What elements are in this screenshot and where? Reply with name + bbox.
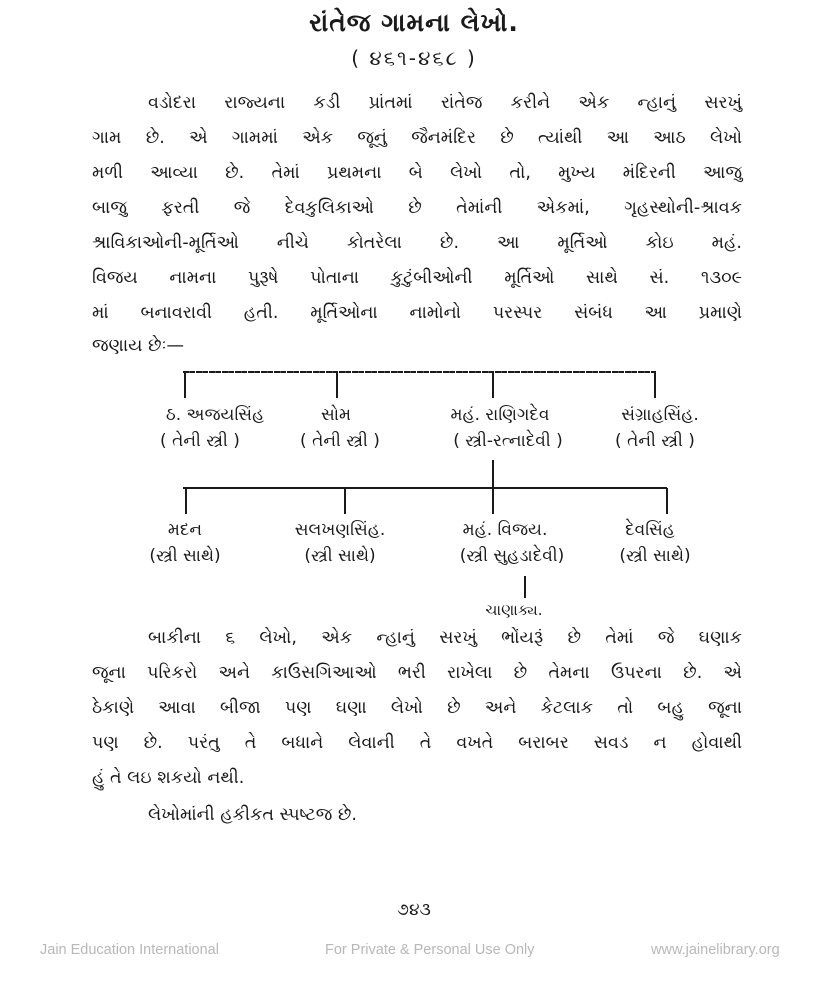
tree-drop-line [654, 372, 656, 398]
tree-drop-line [492, 488, 494, 514]
inscription-range: ( ૪૬૧-૪૬૮ ) [351, 46, 477, 70]
text-line: બાકીના ૬ લેખો, એક ન્હાનું સરખું ભોંયરૂં છે તેમાં જે ઘણાક [148, 628, 742, 648]
tree-drop-line [184, 372, 186, 398]
tree-node-name: ચાણાક્ય. [485, 601, 543, 619]
tree-node-name: ઠ. અજયસિંહ [165, 405, 265, 425]
tree-node-name: સોમ [320, 405, 352, 425]
tree-drop-line [492, 372, 494, 398]
tree-node-name: મદન [167, 520, 203, 540]
tree-connector-gen2 [183, 487, 667, 489]
text-line: વિજય નામના પુરૂષે પોતાના કુટુંબીઓની મૂર્તિઓ સાથે સં. ૧૩૦૯ [92, 268, 742, 288]
tree-node-spouse: ( સ્ત્રી-રત્નાદેવી ) [453, 431, 563, 451]
text-line: હું તે લઇ શકયો નથી. [92, 768, 245, 788]
tree-node-name: સંગ્રાહસિંહ. [621, 405, 699, 425]
tree-node-spouse: ( તેની સ્ત્રી ) [300, 431, 380, 451]
text-line: પણ છે. પરંતુ તે બધાને લેવાની તે વખતે બરાબર સવડ ન હોવાથી [92, 733, 742, 753]
text-line: મળી આવ્યા છે. તેમાં પ્રથમના બે લેખો તો, મુખ્ય મંદિરની આજુ [92, 163, 742, 183]
text-line: ઠેકાણે આવા બીજા પણ ઘણા લેખો છે અને કેટલાક તો બહુ જૂના [92, 698, 742, 718]
text-line: માં બનાવરાવી હતી. મૂર્તિઓના નામોનો પરસ્પર સંબંધ આ પ્રમાણે [92, 303, 742, 323]
text-line: વડોદરા રાજ્યના કડી પ્રાંતમાં રાંતેજ કરીને એક ન્હાનું સરખું [148, 93, 742, 113]
tree-node-spouse: (સ્ત્રી સાથે) [149, 546, 221, 566]
tree-drop-line [666, 488, 668, 514]
tree-node-spouse: ( તેની સ્ત્રી ) [160, 431, 240, 451]
text-line: જૂના પરિકરો અને કાઉસગિઆઓ ભરી રાખેલા છે તેમના ઉપરના છે. એ [92, 663, 742, 683]
footer-usage-notice: For Private & Personal Use Only [325, 942, 535, 958]
page-title: રાંતેજ ગામના લેખો. [309, 8, 519, 37]
tree-node-spouse: ( તેની સ્ત્રી ) [615, 431, 695, 451]
tree-parent-line [524, 576, 526, 598]
tree-drop-line [344, 488, 346, 514]
text-line: જણાય છેઃ— [92, 336, 185, 356]
text-line: શ્રાવિકાઓની-મૂર્તિઓ નીચે કોતરેલા છે. આ મૂર્તિઓ કોઇ મહં. [92, 233, 742, 253]
tree-node-name: મહં. રાણિગદેવ [450, 405, 550, 425]
text-line: ગામ છે. એ ગામમાં એક જૂનું જૈનમંદિર છે ત્યાંથી આ આઠ લેખો [92, 128, 742, 148]
tree-node-spouse: (સ્ત્રી સુહડાદેવી) [459, 546, 565, 566]
paragraph-conclusion: લેખોમાંની હકીકત સ્પષ્ટજ છે. [148, 805, 357, 825]
tree-connector-gen1 [183, 371, 656, 373]
tree-drop-line [185, 488, 187, 514]
tree-node-spouse: (સ્ત્રી સાથે) [304, 546, 376, 566]
footer-website-link[interactable]: www.jainelibrary.org [651, 942, 780, 958]
page-number: ૭૪૩ [397, 900, 431, 920]
tree-node-name: મહં. વિજય. [462, 520, 548, 540]
tree-drop-line [336, 372, 338, 398]
tree-parent-line [492, 460, 494, 488]
tree-node-spouse: (સ્ત્રી સાથે) [619, 546, 691, 566]
tree-node-name: દેવસિંહ [625, 520, 675, 540]
text-line: બાજુ ફરતી જે દેવકુલિકાઓ છે તેમાંની એકમાં, ગૃહસ્થોની-શ્રાવક [92, 198, 742, 218]
footer-publisher: Jain Education International [40, 942, 219, 958]
tree-node-name: સલખણસિંહ. [294, 520, 386, 540]
